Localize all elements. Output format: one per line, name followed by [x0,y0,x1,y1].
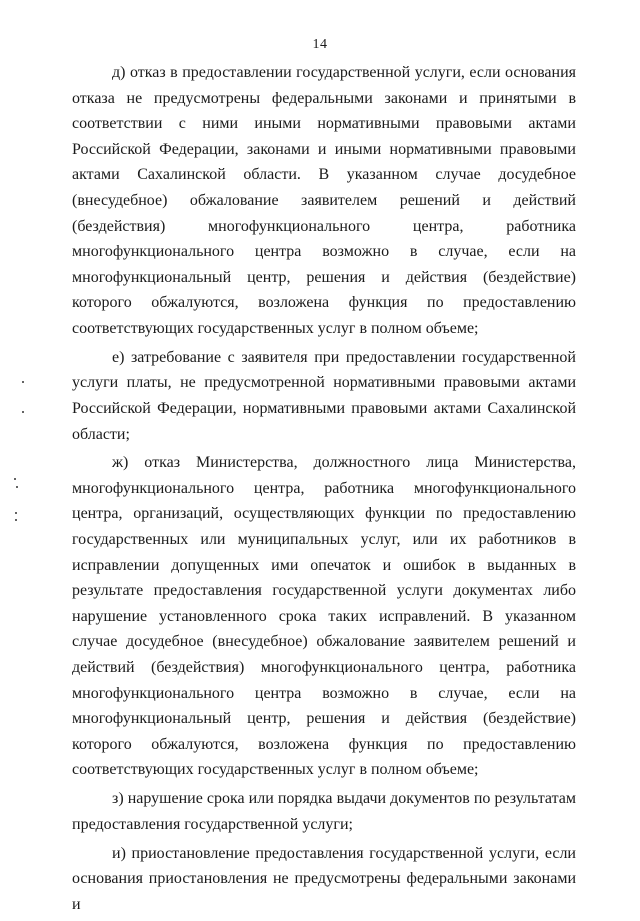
scan-speck [15,512,17,514]
paragraph-d: д) отказ в предоставлении государственной услуги, если основания отказа не предусмотрены федеральными законами и принятыми в соответствии с ними иными нормативными правовыми актами Российской Федерации, законами и иными нормативными правовыми актами Сахалинской области. В указанном случае досудебное (внесудебное) обжалование заявителем решений и действий (бездействия) многофункционального центра, работника многофункционального центра возможно в случае, если на многофункциональный центр, решения и действия (бездействие) которого обжалуются, возложена функция по предоставлению соответствующих государственных услуг в полном объеме; [72,64,576,337]
scan-speck [22,411,24,413]
scan-speck [16,486,18,488]
paragraph-z: з) нарушение срока или порядка выдачи документов по результатам предоставления государственной услуги; [72,790,576,833]
scan-speck [22,381,24,383]
document-body [72,60,576,921]
scan-speck [15,519,17,521]
scan-speck [14,478,16,480]
paragraph-i: и) приостановление предоставления государственной услуги, если основания приостановления не предусмотрены федеральными законами и [72,844,576,913]
paragraph-zh: ж) отказ Министерства, должностного лица Министерства, многофункционального центра, работника многофункционального центра, организаций, осуществляющих функции по предоставлению государственных или муниципальных услуг, или их работников в исправлении допущенных ими опечаток и ошибок в выданных в результате предоставления государственной услуги документах либо нарушение установленного срока таких исправлений. В указанном случае досудебное (внесудебное) обжалование заявителем решений и действий (бездействия) многофункционального центра, работника многофункционального центра возможно в случае, если на многофункциональный центр, решения и действия (бездействие) которого обжалуются, возложена функция по предоставлению соответствующих государственных услуг в полном объеме; [72,454,576,779]
page-number: 14 [312,37,328,52]
paragraph-e: е) затребование с заявителя при предоставлении государственной услуги платы, не предусмотренной нормативными правовыми актами Российской Федерации, нормативными правовыми актами Сахалинской области; [72,348,576,443]
